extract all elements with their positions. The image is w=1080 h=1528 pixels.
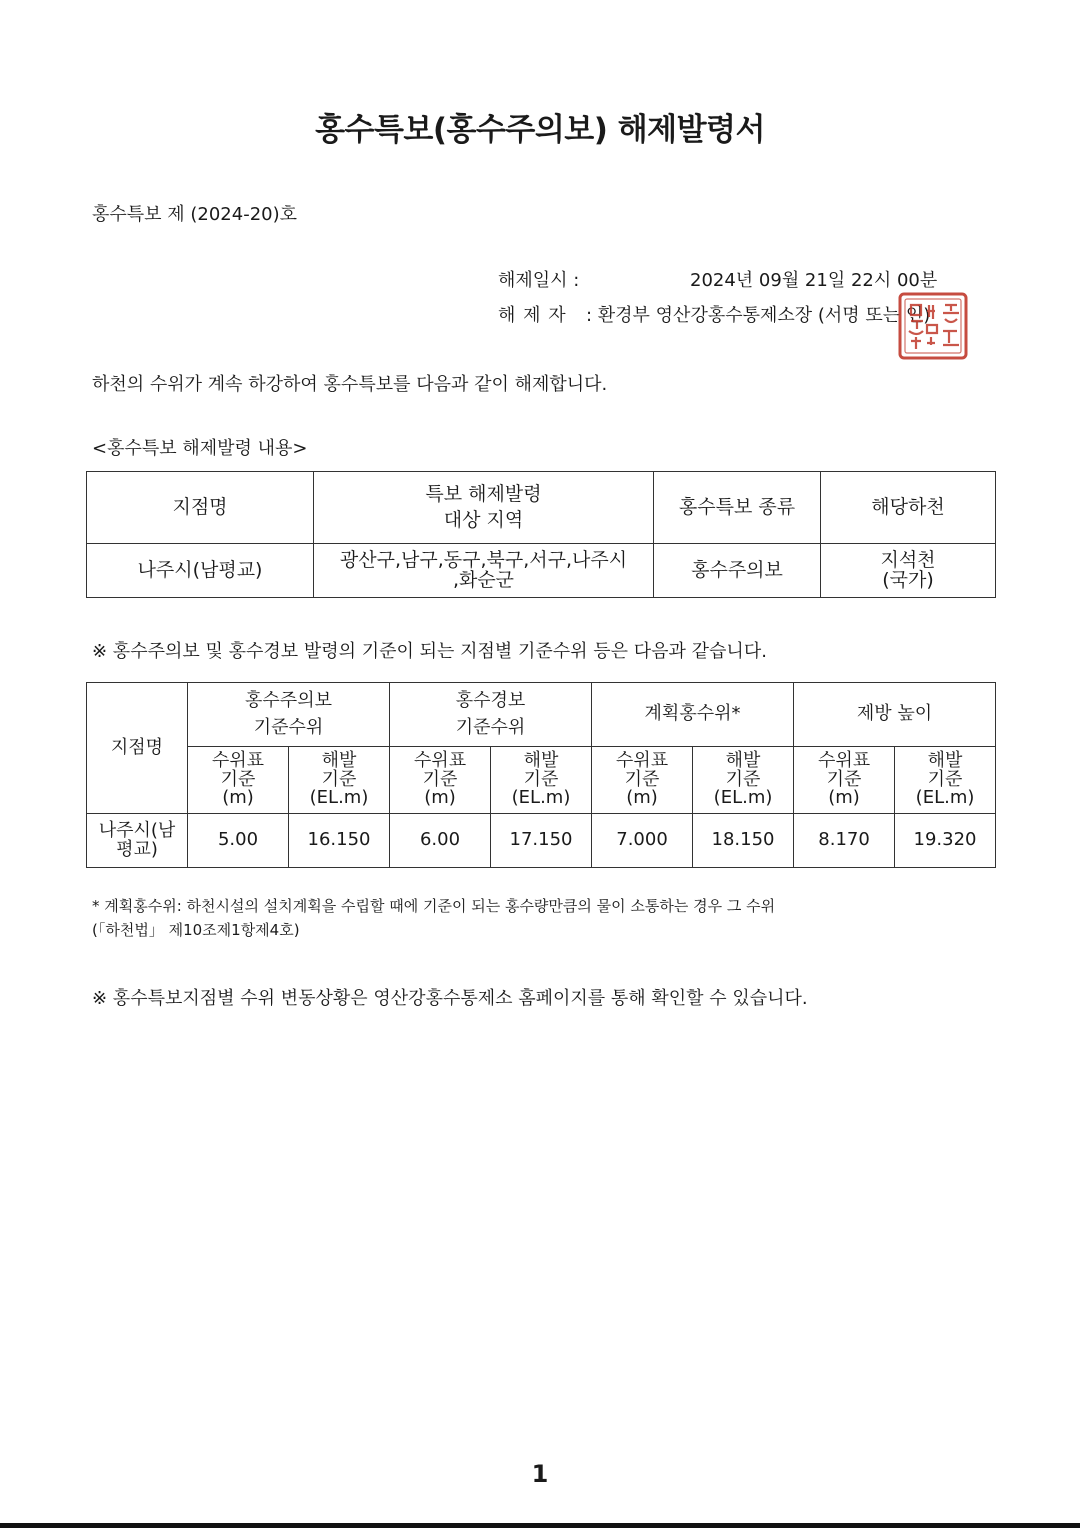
table-header-row xyxy=(87,472,996,544)
releaser-value: : 환경부 영산강홍수통제소장 (서명 또는 인) xyxy=(586,305,931,326)
cell-station: 나주시(남 평교) xyxy=(87,814,188,868)
header-bulletin-type: 홍수특보 종류 xyxy=(654,472,821,544)
header-target-area: 특보 해제발령 대상 지역 xyxy=(314,472,654,544)
cell-design-gauge: 7.000 xyxy=(592,814,693,868)
criteria-subheader-row xyxy=(87,747,996,814)
bottom-border xyxy=(0,1523,1080,1528)
releaser-label: 해 제 자 xyxy=(498,305,567,326)
table-row xyxy=(87,544,996,598)
seal-stamp-icon xyxy=(897,291,969,361)
subheader-gauge: 수위표 기준 (m) xyxy=(390,747,491,814)
criteria-table xyxy=(86,682,996,868)
cell-river: 지석천 (국가) xyxy=(821,544,996,598)
cell-watch-gauge: 5.00 xyxy=(188,814,289,868)
document-title: 홍수특보(홍수주의보) 해제발령서 xyxy=(315,112,765,148)
header-river: 해당하천 xyxy=(821,472,996,544)
intro-text: 하천의 수위가 계속 하강하여 홍수특보를 다음과 같이 해제합니다. xyxy=(92,374,608,395)
header-levee-height: 제방 높이 xyxy=(794,683,996,747)
subheader-elevation: 해발 기준 (EL.m) xyxy=(491,747,592,814)
footnote-design-flood: * 계획홍수위: 하천시설의 설치계획을 수립할 때에 기준이 되는 홍수량만큼의 물이 소통하는 경우 그 수위 xyxy=(92,897,776,915)
official-seal xyxy=(897,291,969,361)
section-heading: <홍수특보 해제발령 내용> xyxy=(92,438,308,459)
subheader-elevation: 해발 기준 (EL.m) xyxy=(693,747,794,814)
footnote-law-reference: (「하천법」 제10조제1항제4호) xyxy=(92,921,300,939)
header-warning-level: 홍수경보 기준수위 xyxy=(390,683,592,747)
criteria-group-header-row xyxy=(87,683,996,747)
release-table xyxy=(86,471,996,598)
cell-watch-elevation: 16.150 xyxy=(289,814,390,868)
subheader-elevation: 해발 기준 (EL.m) xyxy=(895,747,996,814)
header-station: 지점명 xyxy=(87,683,188,814)
cell-levee-gauge: 8.170 xyxy=(794,814,895,868)
cell-target-area: 광산구,남구,동구,북구,서구,나주시 ,화순군 xyxy=(314,544,654,598)
table-row xyxy=(87,814,996,868)
header-station: 지점명 xyxy=(87,472,314,544)
cell-warning-gauge: 6.00 xyxy=(390,814,491,868)
bulletin-number: 홍수특보 제 (2024-20)호 xyxy=(92,204,298,225)
subheader-gauge: 수위표 기준 (m) xyxy=(794,747,895,814)
release-time-value: 2024년 09월 21일 22시 00분 xyxy=(690,270,938,291)
criteria-note: ※ 홍수주의보 및 홍수경보 발령의 기준이 되는 지점별 기준수위 등은 다음과 같습니다. xyxy=(92,641,767,662)
subheader-gauge: 수위표 기준 (m) xyxy=(188,747,289,814)
cell-station: 나주시(남평교) xyxy=(87,544,314,598)
page-number: 1 xyxy=(531,1460,549,1488)
cell-bulletin-type: 홍수주의보 xyxy=(654,544,821,598)
header-design-flood-level: 계획홍수위* xyxy=(592,683,794,747)
cell-levee-elevation: 19.320 xyxy=(895,814,996,868)
subheader-gauge: 수위표 기준 (m) xyxy=(592,747,693,814)
cell-warning-elevation: 17.150 xyxy=(491,814,592,868)
homepage-note: ※ 홍수특보지점별 수위 변동상황은 영산강홍수통제소 홈페이지를 통해 확인할 수 있습니다. xyxy=(92,988,808,1009)
subheader-elevation: 해발 기준 (EL.m) xyxy=(289,747,390,814)
cell-design-elevation: 18.150 xyxy=(693,814,794,868)
release-time-label: 해제일시 : xyxy=(498,270,580,291)
header-watch-level: 홍수주의보 기준수위 xyxy=(188,683,390,747)
